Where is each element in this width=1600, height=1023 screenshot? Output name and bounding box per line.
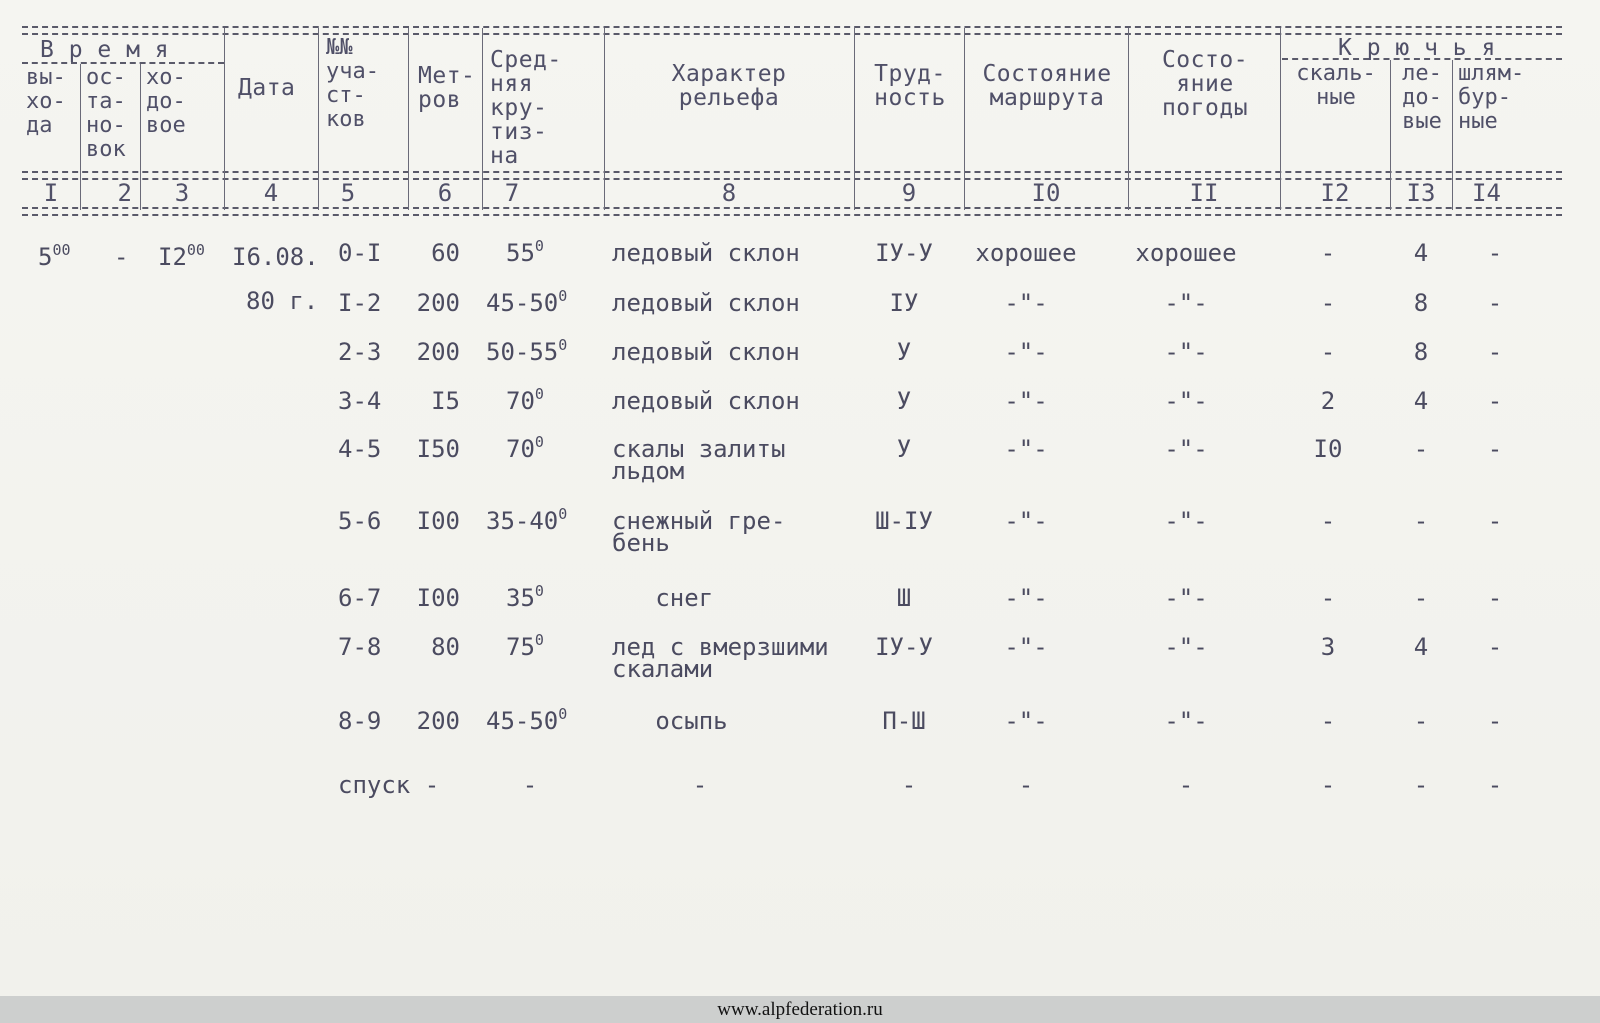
row-section: 2-3	[338, 338, 382, 366]
slope-value: 55	[506, 239, 535, 267]
header-col4: Дата	[238, 75, 296, 101]
time-departure-hours: 5	[38, 243, 53, 271]
row-rock: -	[1320, 584, 1336, 612]
row-weather: -"-	[1164, 633, 1208, 661]
row-ice: 8	[1413, 289, 1429, 317]
row-relief: ледовый склон	[612, 387, 800, 415]
row-route: -"-	[1004, 707, 1048, 735]
column-number: 7	[504, 179, 520, 207]
row-slope	[506, 237, 544, 267]
row-section: 5-6	[338, 507, 382, 535]
column-number: I3	[1406, 179, 1436, 207]
row-section: 3-4	[338, 387, 382, 415]
header-col3: хо- до- вое	[146, 65, 186, 138]
column-number: 5	[340, 179, 356, 207]
row-slope	[486, 705, 568, 735]
numbers-bottom-rule-2	[22, 214, 1562, 216]
date-line2: 80 г.	[246, 287, 319, 315]
descent-bolt: -	[1487, 771, 1503, 799]
slope-value: 70	[506, 387, 535, 415]
row-meters: I00	[416, 584, 460, 612]
row-difficulty: IУ-У	[875, 633, 933, 661]
row-difficulty: IУ-У	[875, 239, 933, 267]
column-number: 3	[174, 179, 190, 207]
row-weather: хорошее	[1135, 239, 1237, 267]
row-difficulty: П-Ш	[882, 707, 926, 735]
row-section: 4-5	[338, 435, 382, 463]
row-meters: 200	[416, 338, 460, 366]
row-bolt: -	[1487, 289, 1503, 317]
header-col7: Сред- няя кру- тиз- на	[490, 47, 562, 169]
row-ice: 4	[1413, 239, 1429, 267]
row-route: -"-	[1004, 338, 1048, 366]
header-col11: Состо- яние погоды	[1161, 47, 1249, 121]
slope-value: 35-40	[486, 507, 559, 535]
header-col6: Мет- ров	[418, 63, 476, 113]
row-meters: 200	[416, 707, 460, 735]
row-relief: лед с вмерзшими скалами	[612, 633, 829, 683]
row-relief: скалы залиты льдом	[612, 435, 786, 485]
table-top-rule-2	[22, 33, 1562, 35]
header-col13: ле- до- вые	[1402, 61, 1442, 134]
header-col12: скаль- ные	[1296, 61, 1376, 110]
row-weather: -"-	[1164, 707, 1208, 735]
row-difficulty: Ш-IУ	[875, 507, 933, 535]
header-time-group: В р е м я	[40, 37, 170, 63]
row-relief: ледовый склон	[612, 289, 800, 317]
descent-section: спуск -	[338, 771, 440, 799]
row-weather: -"-	[1164, 435, 1208, 463]
time-departure	[38, 241, 71, 271]
numbers-bottom-rule	[22, 207, 1562, 209]
row-ice: 8	[1413, 338, 1429, 366]
time-departure-minutes: 00	[52, 241, 71, 259]
time-moving	[158, 241, 205, 271]
column-number: 4	[263, 179, 279, 207]
row-meters: 60	[431, 239, 460, 267]
column-number: 8	[721, 179, 737, 207]
degree-mark: 0	[534, 631, 544, 649]
degree-mark: 0	[558, 336, 568, 354]
descent-relief: -	[692, 771, 708, 799]
row-relief: ледовый склон	[612, 239, 800, 267]
row-difficulty: У	[896, 387, 912, 415]
descent-route: -	[1018, 771, 1034, 799]
row-route: -"-	[1004, 387, 1048, 415]
descent-slope: -	[522, 771, 538, 799]
row-weather: -"-	[1164, 584, 1208, 612]
descent-difficulty: -	[901, 771, 917, 799]
header-col9: Труд- ность	[874, 61, 946, 111]
column-number: 2	[117, 179, 132, 207]
time-stops: -	[114, 243, 129, 271]
slope-value: 35	[506, 584, 535, 612]
header-col10: Состояние маршрута	[982, 61, 1112, 111]
column-number: II	[1189, 179, 1219, 207]
degree-mark: 0	[558, 505, 568, 523]
descent-weather: -	[1178, 771, 1194, 799]
row-relief: ледовый склон	[612, 338, 800, 366]
date-line1: I6.08.	[232, 243, 319, 271]
row-route: -"-	[1004, 507, 1048, 535]
column-number: 6	[437, 179, 453, 207]
slope-value: 50-55	[486, 338, 559, 366]
header-bottom-rule	[22, 171, 1562, 173]
row-meters: 80	[431, 633, 460, 661]
row-meters: I50	[416, 435, 460, 463]
row-meters: I5	[431, 387, 460, 415]
row-rock: -	[1320, 507, 1336, 535]
descent-rock: -	[1320, 771, 1336, 799]
degree-mark: 0	[534, 385, 544, 403]
column-number: I	[43, 179, 59, 207]
row-bolt: -	[1487, 707, 1503, 735]
row-section: 0-I	[338, 239, 382, 267]
row-section: I-2	[338, 289, 382, 317]
row-meters: I00	[416, 507, 460, 535]
table-top-rule	[22, 26, 1562, 28]
slope-value: 75	[506, 633, 535, 661]
row-rock: -	[1320, 707, 1336, 735]
row-rock: 3	[1320, 633, 1336, 661]
row-difficulty: IУ	[889, 289, 919, 317]
slope-value: 45-50	[486, 289, 559, 317]
row-rock: -	[1320, 239, 1336, 267]
row-bolt: -	[1487, 584, 1503, 612]
row-slope	[486, 287, 568, 317]
row-ice: 4	[1413, 633, 1429, 661]
row-difficulty: Ш	[896, 584, 912, 612]
row-weather: -"-	[1164, 387, 1208, 415]
row-bolt: -	[1487, 387, 1503, 415]
row-relief: снег	[612, 584, 714, 612]
header-col8: Характер рельефа	[671, 61, 787, 111]
row-slope	[506, 631, 544, 661]
row-ice: -	[1413, 435, 1429, 463]
row-ice: 4	[1413, 387, 1429, 415]
row-bolt: -	[1487, 435, 1503, 463]
row-slope	[486, 505, 568, 535]
degree-mark: 0	[534, 582, 544, 600]
row-bolt: -	[1487, 338, 1503, 366]
row-section: 7-8	[338, 633, 382, 661]
row-meters: 200	[416, 289, 460, 317]
degree-mark: 0	[558, 287, 568, 305]
row-bolt: -	[1487, 633, 1503, 661]
row-slope	[506, 385, 544, 415]
row-route: -"-	[1004, 435, 1048, 463]
column-number: I2	[1320, 179, 1350, 207]
column-number: I0	[1031, 179, 1061, 207]
row-section: 8-9	[338, 707, 382, 735]
row-relief: снежный гре- бень	[612, 507, 786, 557]
row-relief: осыпь	[612, 707, 728, 735]
row-ice: -	[1413, 584, 1429, 612]
column-number: 9	[901, 179, 917, 207]
row-section: 6-7	[338, 584, 382, 612]
row-route: -"-	[1004, 289, 1048, 317]
row-difficulty: У	[896, 435, 912, 463]
time-moving-hours: I2	[158, 243, 187, 271]
row-ice: -	[1413, 707, 1429, 735]
degree-mark: 0	[534, 433, 544, 451]
row-weather: -"-	[1164, 289, 1208, 317]
row-rock: 2	[1320, 387, 1336, 415]
row-route: -"-	[1004, 584, 1048, 612]
row-weather: -"-	[1164, 507, 1208, 535]
row-slope	[506, 582, 544, 612]
row-difficulty: У	[896, 338, 912, 366]
degree-mark: 0	[558, 705, 568, 723]
row-rock: -	[1320, 338, 1336, 366]
degree-mark: 0	[534, 237, 544, 255]
header-col2: ос- та- но- вок	[86, 65, 126, 162]
footer-url: www.alpfederation.ru	[717, 999, 883, 1020]
row-slope	[506, 433, 544, 463]
column-number: I4	[1472, 179, 1501, 207]
header-col1: вы- хо- да	[26, 65, 66, 138]
row-rock: -	[1320, 289, 1336, 317]
row-rock: I0	[1313, 435, 1343, 463]
slope-value: 45-50	[486, 707, 559, 735]
row-route: -"-	[1004, 633, 1048, 661]
row-ice: -	[1413, 507, 1429, 535]
descent-ice: -	[1413, 771, 1429, 799]
header-col5: №№ уча- ст- ков	[326, 35, 379, 132]
row-weather: -"-	[1164, 338, 1208, 366]
row-bolt: -	[1487, 507, 1503, 535]
row-slope	[486, 336, 568, 366]
time-moving-minutes: 00	[186, 241, 205, 259]
slope-value: 70	[506, 435, 535, 463]
row-bolt: -	[1487, 239, 1503, 267]
header-col14: шлям- бур- ные	[1458, 61, 1525, 134]
header-hooks-group: К р ю ч ь я	[1338, 35, 1496, 61]
row-route: хорошее	[975, 239, 1077, 267]
